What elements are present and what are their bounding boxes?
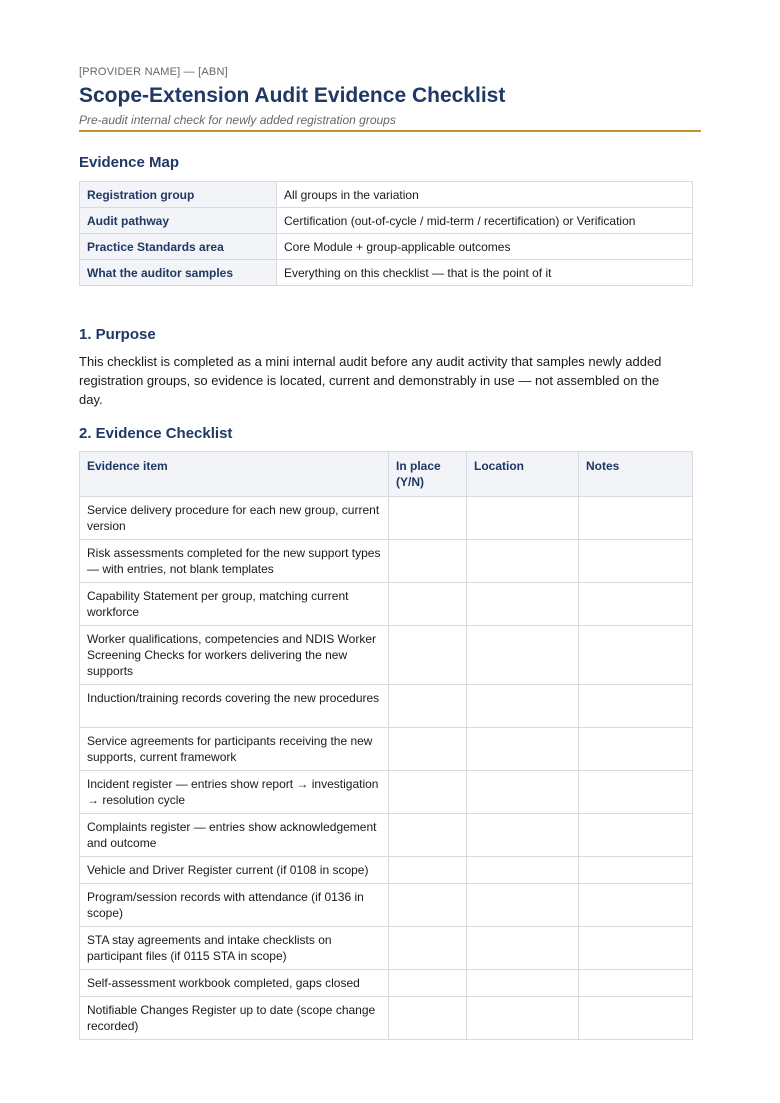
location-cell[interactable] <box>467 857 579 884</box>
table-row <box>80 884 693 927</box>
notes-cell[interactable] <box>579 583 693 626</box>
evidence-checklist-table <box>79 451 693 1040</box>
location-cell[interactable] <box>467 583 579 626</box>
location-cell[interactable] <box>467 626 579 685</box>
table-row <box>80 997 693 1040</box>
purpose-heading: 1. Purpose <box>79 326 156 343</box>
evidence-map-row <box>80 260 693 286</box>
checklist-heading: 2. Evidence Checklist <box>79 425 233 442</box>
in-place-cell[interactable] <box>389 884 467 927</box>
column-header-in-place: In place (Y/N) <box>389 452 467 497</box>
location-cell[interactable] <box>467 497 579 540</box>
location-cell[interactable] <box>467 771 579 814</box>
notes-cell[interactable] <box>579 814 693 857</box>
checklist-header-row <box>80 452 693 497</box>
in-place-cell[interactable] <box>389 970 467 997</box>
purpose-paragraph: This checklist is completed as a mini internal audit before any audit activity that samples newly added registration groups, so evidence is located, current and demonstrably in use — not assembled on the day. <box>79 354 662 407</box>
evidence-map-key: Practice Standards area <box>80 234 277 260</box>
location-cell[interactable] <box>467 728 579 771</box>
page-title: Scope-Extension Audit Evidence Checklist <box>79 84 506 107</box>
in-place-cell[interactable] <box>389 728 467 771</box>
evidence-item-cell: Service delivery procedure for each new group, current version <box>80 497 389 540</box>
in-place-cell[interactable] <box>389 771 467 814</box>
evidence-map-key: Audit pathway <box>80 208 277 234</box>
column-header-notes: Notes <box>579 452 693 497</box>
column-header-location: Location <box>467 452 579 497</box>
evidence-item-cell: Induction/training records covering the new procedures <box>80 685 389 728</box>
in-place-cell[interactable] <box>389 583 467 626</box>
evidence-map-value: Everything on this checklist — that is the point of it <box>277 260 693 286</box>
table-row <box>80 970 693 997</box>
in-place-cell[interactable] <box>389 540 467 583</box>
evidence-map-key: What the auditor samples <box>80 260 277 286</box>
evidence-map-value: All groups in the variation <box>277 182 693 208</box>
location-cell[interactable] <box>467 814 579 857</box>
evidence-item-cell: Worker qualifications, competencies and NDIS Worker Screening Checks for workers delivering the new supports <box>80 626 389 685</box>
in-place-cell[interactable] <box>389 857 467 884</box>
evidence-item-cell: Capability Statement per group, matching current workforce <box>80 583 389 626</box>
evidence-item-cell: Program/session records with attendance (if 0136 in scope) <box>80 884 389 927</box>
notes-cell[interactable] <box>579 970 693 997</box>
evidence-item-cell: Self-assessment workbook completed, gaps closed <box>80 970 389 997</box>
evidence-map-row <box>80 208 693 234</box>
location-cell[interactable] <box>467 970 579 997</box>
table-row <box>80 728 693 771</box>
evidence-map-row <box>80 182 693 208</box>
evidence-item-cell: Notifiable Changes Register up to date (scope change recorded) <box>80 997 389 1040</box>
in-place-cell[interactable] <box>389 685 467 728</box>
evidence-map-heading: Evidence Map <box>79 154 180 171</box>
notes-cell[interactable] <box>579 540 693 583</box>
title-divider <box>79 130 701 132</box>
notes-cell[interactable] <box>579 884 693 927</box>
notes-cell[interactable] <box>579 997 693 1040</box>
evidence-map-table <box>79 181 693 286</box>
table-row <box>80 540 693 583</box>
provider-line: [PROVIDER NAME] — [ABN] <box>79 66 228 78</box>
notes-cell[interactable] <box>579 857 693 884</box>
table-row <box>80 626 693 685</box>
notes-cell[interactable] <box>579 771 693 814</box>
table-row <box>80 497 693 540</box>
table-row <box>80 814 693 857</box>
table-row <box>80 927 693 970</box>
evidence-map-key: Registration group <box>80 182 277 208</box>
notes-cell[interactable] <box>579 927 693 970</box>
table-row <box>80 685 693 728</box>
notes-cell[interactable] <box>579 626 693 685</box>
in-place-cell[interactable] <box>389 626 467 685</box>
evidence-item-cell: STA stay agreements and intake checklists on participant files (if 0115 STA in scope) <box>80 927 389 970</box>
in-place-cell[interactable] <box>389 497 467 540</box>
notes-cell[interactable] <box>579 728 693 771</box>
table-row <box>80 771 693 814</box>
evidence-map-value: Core Module + group-applicable outcomes <box>277 234 693 260</box>
evidence-item-cell: Incident register — entries show report → investigation → resolution cycle <box>80 771 389 814</box>
evidence-map-row <box>80 234 693 260</box>
evidence-item-cell: Service agreements for participants receiving the new supports, current framework <box>80 728 389 771</box>
location-cell[interactable] <box>467 685 579 728</box>
location-cell[interactable] <box>467 927 579 970</box>
in-place-cell[interactable] <box>389 814 467 857</box>
page-subtitle: Pre-audit internal check for newly added registration groups <box>79 113 396 127</box>
in-place-cell[interactable] <box>389 927 467 970</box>
location-cell[interactable] <box>467 884 579 927</box>
location-cell[interactable] <box>467 540 579 583</box>
table-row <box>80 857 693 884</box>
column-header-evidence-item: Evidence item <box>80 452 389 497</box>
table-row <box>80 583 693 626</box>
in-place-cell[interactable] <box>389 997 467 1040</box>
evidence-item-cell: Vehicle and Driver Register current (if 0108 in scope) <box>80 857 389 884</box>
evidence-map-value: Certification (out-of-cycle / mid-term / recertification) or Verification <box>277 208 693 234</box>
location-cell[interactable] <box>467 997 579 1040</box>
notes-cell[interactable] <box>579 497 693 540</box>
notes-cell[interactable] <box>579 685 693 728</box>
evidence-item-cell: Complaints register — entries show acknowledgement and outcome <box>80 814 389 857</box>
evidence-item-cell: Risk assessments completed for the new support types — with entries, not blank templates <box>80 540 389 583</box>
document-content <box>79 66 701 1040</box>
